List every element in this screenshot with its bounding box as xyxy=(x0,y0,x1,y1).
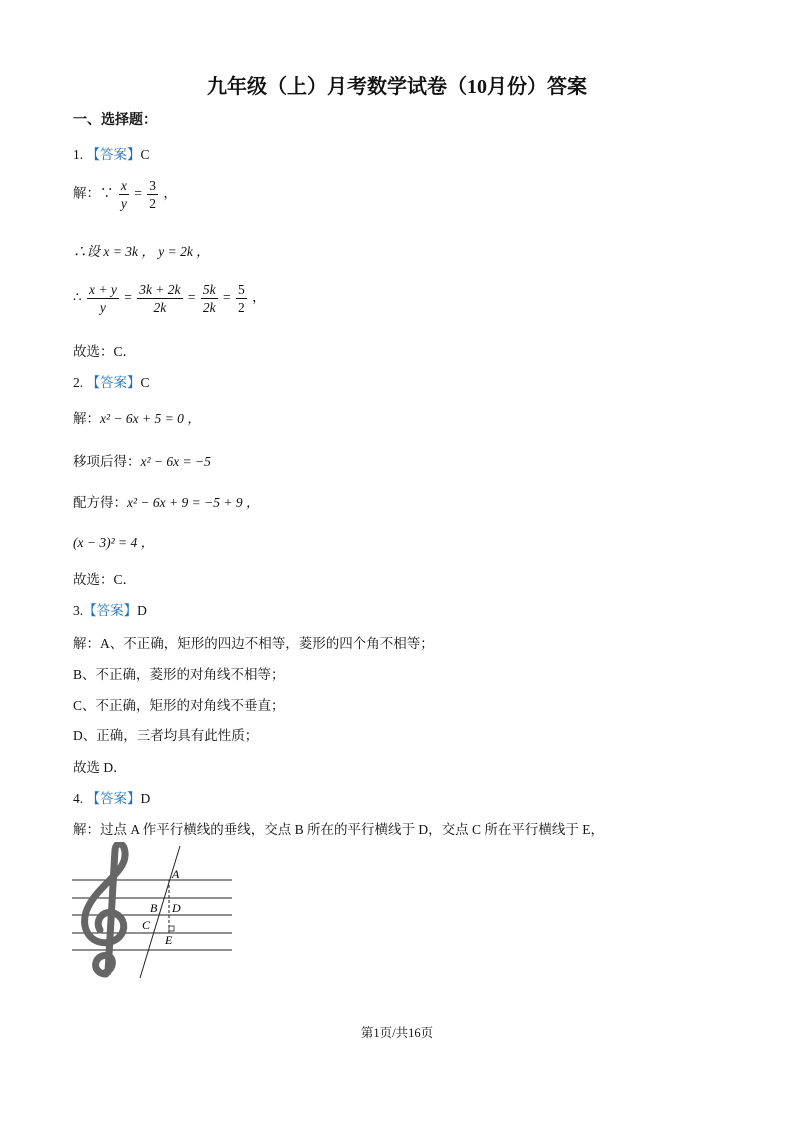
treble-clef-icon xyxy=(85,844,125,974)
q1-frac-3: $\frac{5k}{2k}$ xyxy=(202,282,216,315)
label-c: C xyxy=(142,918,151,932)
label-a: A xyxy=(172,867,180,881)
section-heading: 一、选择题： xyxy=(73,113,157,128)
q2-answer-line xyxy=(73,371,150,391)
q2-number: 2. xyxy=(73,375,84,390)
q1-frac-4: $\frac{5}{2}$ xyxy=(238,282,245,315)
q1-given: 解：∵ $\frac{x}{y}$ = $\frac{3}{2}$ ， xyxy=(73,178,177,211)
q3-answer: D xyxy=(137,603,147,618)
q1-conclusion: 故选：C． xyxy=(73,344,137,359)
q1-number: 1. xyxy=(73,147,84,162)
q1-frac-2: $\frac{3k + 2k}{2k}$ xyxy=(139,282,181,315)
q4-answer-tag: 【答案】 xyxy=(86,791,141,806)
q4-answer: D xyxy=(140,791,151,806)
q1-answer-line xyxy=(73,143,150,163)
q1-frac-1: $\frac{x + y}{y}$ xyxy=(88,282,117,315)
q3-line-d: D、正确，三者均具有此性质； xyxy=(73,728,259,743)
right-angle-mark xyxy=(169,926,174,931)
label-e: E xyxy=(165,933,173,947)
label-d: D xyxy=(172,901,181,915)
q3-line-b: B、不正确，菱形的对角线不相等； xyxy=(73,667,285,682)
q2-conclusion: 故选：C． xyxy=(73,572,137,587)
q3-line-c: C、不正确，矩形的对角线不垂直； xyxy=(73,698,285,713)
q2-step-2: 配方得：x² − 6x + 9 = −5 + 9 ， xyxy=(73,495,260,510)
q2-step-1: 移项后得：x² − 6x = −5 xyxy=(73,454,211,469)
q1-sol-prefix: 解：∵ xyxy=(73,185,114,201)
q1-answer: C xyxy=(140,147,150,162)
q2-equation-4: (x − 3)² = 4 ， xyxy=(73,535,155,550)
label-b: B xyxy=(150,901,158,915)
q1-derivation: ∴ $\frac{x + y}{y}$ = $\frac{3k + 2k}{2k}$ = $\frac{5k}{2k}$ = $\frac{5}{2}$ ， xyxy=(73,282,266,315)
q4-answer-line xyxy=(73,787,150,807)
q3-line-a: 解：A、不正确，矩形的四边不相等，菱形的四个角不相等； xyxy=(73,636,434,651)
q1-let-line: ∴设 x = 3k ， y = 2k ， xyxy=(73,244,210,259)
q1-ratio-fraction: $\frac{x}{y}$ xyxy=(120,178,127,211)
page-title: 九年级（上）月考数学试卷（10月份）答案 xyxy=(207,76,587,98)
q2-equation-1: 解：x² − 6x + 5 = 0 ， xyxy=(73,411,201,426)
q2-answer-tag: 【答案】 xyxy=(86,375,141,390)
q1-equals: = xyxy=(134,185,142,201)
q3-conclusion: 故选 D． xyxy=(73,760,127,775)
q1-ratio-value: $\frac{3}{2}$ xyxy=(149,178,156,211)
q4-staff-figure xyxy=(70,842,240,982)
q3-answer-line xyxy=(73,599,147,619)
page-footer: 第1页/共16页 xyxy=(360,1026,434,1040)
q3-number: 3. xyxy=(73,603,84,618)
q2-answer: C xyxy=(140,375,150,390)
q4-number: 4. xyxy=(73,791,84,806)
q4-solution: 解：过点 A 作平行横线的垂线，交点 B 所在的平行横线于 D，交点 C 所在平行横线于 E， xyxy=(73,822,605,837)
q1-answer-tag: 【答案】 xyxy=(86,147,141,162)
q3-answer-tag: 【答案】 xyxy=(83,603,138,618)
